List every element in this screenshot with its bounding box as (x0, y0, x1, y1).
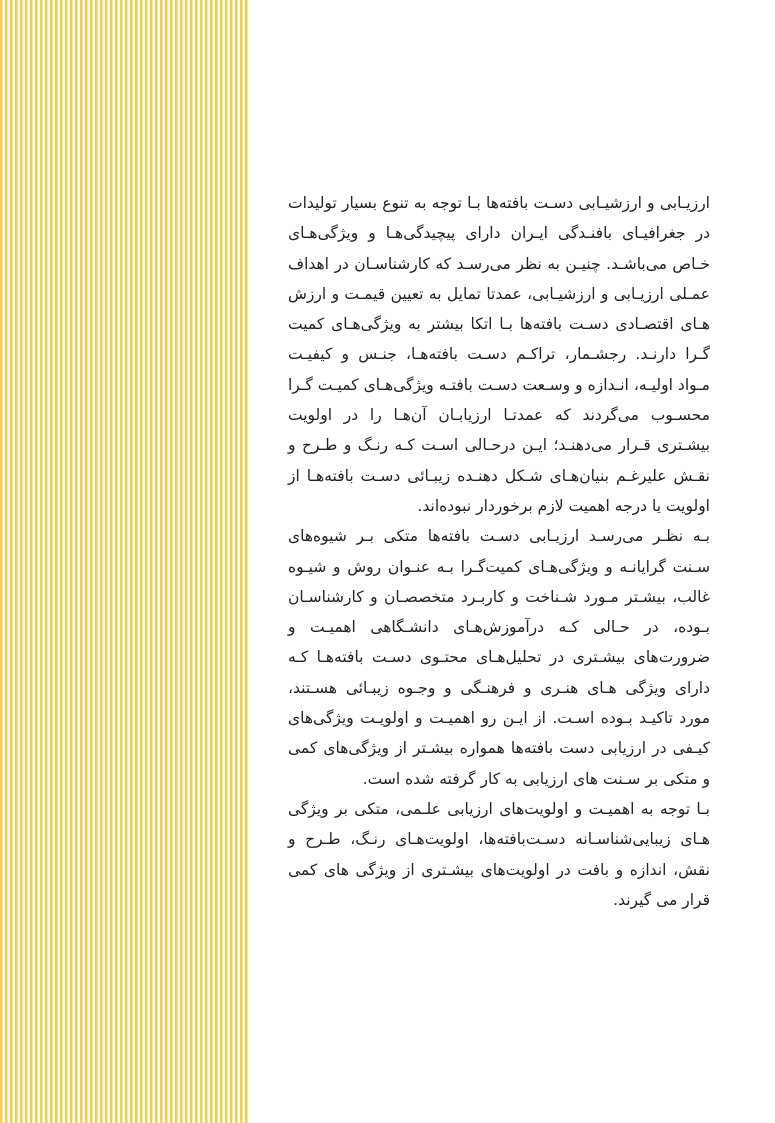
paragraph-2: بـه نظـر می‌رسـد ارزیـابی دسـت بافته‌ها متکی بـر شیوه‌های سـنت گرایانـه و ویژگی‌هـای کمیت‌گـرا بـه عنـوان روش و شیـوه غالب، بیشـتر مـورد شـناخت و کاربـرد متخصصـان و کارشناسـان بـوده، در حـالی کـه درآموزش‌هـای دانشـگاهی اهمیـت و ضرورت‌های بیشـتری در تحلیل‌هـای محتـوی دسـت بافته‌هـا کـه دارای ویژگی هـای هنـری و فرهنـگی و وجـوه زیبـائی هسـتند، مورد تاکیـد بـوده اسـت. از ایـن رو اهمیـت و اولویـت ویژگی‌های کیـفی در ارزیابی دست بافته‌ها همواره بیشـتر از ویژگی‌های کمی و متکی بر سـنت های ارزیابی به کار گرفته شده است. (288, 527, 710, 788)
decorative-stripe-band (0, 0, 250, 1123)
paragraph-3: بـا توجه به اهمیـت و اولویت‌های ارزیابی علـمی، متکی بر ویژگی هـای زیبایی‌شناسـانه دسـت‌بافته‌ها، اولویت‌هـای رنـگ، طـرح و نقش، اندازه و بافت در اولویت‌های بیشـتری از ویژگی های کمی قرار می گیرند. (288, 799, 710, 909)
body-text (288, 188, 710, 915)
paragraph-1: ارزیـابی و ارزشیـابی دسـت بافته‌ها بـا توجه به تنوع بسیار تولیدات در جغرافیـای بافنـدگی ایـران دارای پیچیدگی‌هـا و ویژگی‌هـای خـاص می‌باشـد. چنیـن به نظر می‌رسـد که کارشناسـان در اهداف عمـلی ارزیـابی و ارزشیـابی، عمدتا تمایل به تعیین قیمـت و ارزش هـای اقتصـادی دسـت بافته‌ها بـا اتکا بیشتر به ویژگی‌هـای کمیت گـرا دارنـد. رجشـمار، تراکـم دسـت بافته‌هـا، جنـس و کیفیـت مـواد اولیـه، انـدازه و وسـعت دسـت بافتـه ویژگی‌هـای کمیـت گـرا محسـوب می‌گردند که عمدتـا ارزیابـان آن‌هـا را در اولویت بیشـتری قـرار می‌دهنـد؛ ایـن درحـالی اسـت کـه رنـگ و طـرح و نقـش علیرغـم بنیان‌هـای شـکل دهنـده زیبـائی دسـت بافته‌هـا از اولویت یا درجه اهمیت لازم برخوردار نبوده‌اند. (288, 194, 710, 515)
